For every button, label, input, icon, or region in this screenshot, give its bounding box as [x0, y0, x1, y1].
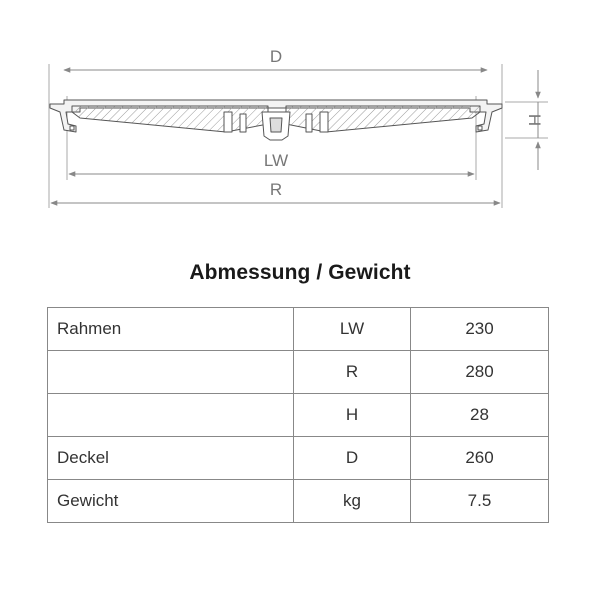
dimension-label-r: R	[269, 180, 283, 199]
row-value: 280	[411, 351, 549, 394]
row-name: Gewicht	[48, 480, 294, 523]
dimension-line-lw	[69, 151, 474, 174]
dimension-line-d	[64, 47, 487, 70]
row-symbol: LW	[294, 308, 411, 351]
row-value: 28	[411, 394, 549, 437]
dimension-label-lw: LW	[263, 151, 289, 170]
dimension-label-d: D	[269, 47, 283, 66]
table-row	[48, 480, 549, 523]
row-symbol: R	[294, 351, 411, 394]
dimension-weight-table	[47, 307, 549, 523]
row-value: 7.5	[411, 480, 549, 523]
section-title: Abmessung / Gewicht	[189, 261, 411, 284]
table-row	[48, 437, 549, 480]
table-row	[48, 394, 549, 437]
row-symbol: kg	[294, 480, 411, 523]
row-name	[48, 394, 294, 437]
row-symbol: D	[294, 437, 411, 480]
row-name: Rahmen	[48, 308, 294, 351]
row-name	[48, 351, 294, 394]
dimension-label-h: H	[525, 113, 544, 127]
row-symbol: H	[294, 394, 411, 437]
dimension-line-r	[51, 180, 500, 203]
dimension-line-h	[525, 70, 544, 170]
row-value: 230	[411, 308, 549, 351]
row-name: Deckel	[48, 437, 294, 480]
cover-profile	[50, 100, 502, 140]
extension-lines	[49, 64, 548, 208]
table-row	[48, 351, 549, 394]
table-row	[48, 308, 549, 351]
row-value: 260	[411, 437, 549, 480]
cross-section-drawing	[0, 0, 600, 240]
